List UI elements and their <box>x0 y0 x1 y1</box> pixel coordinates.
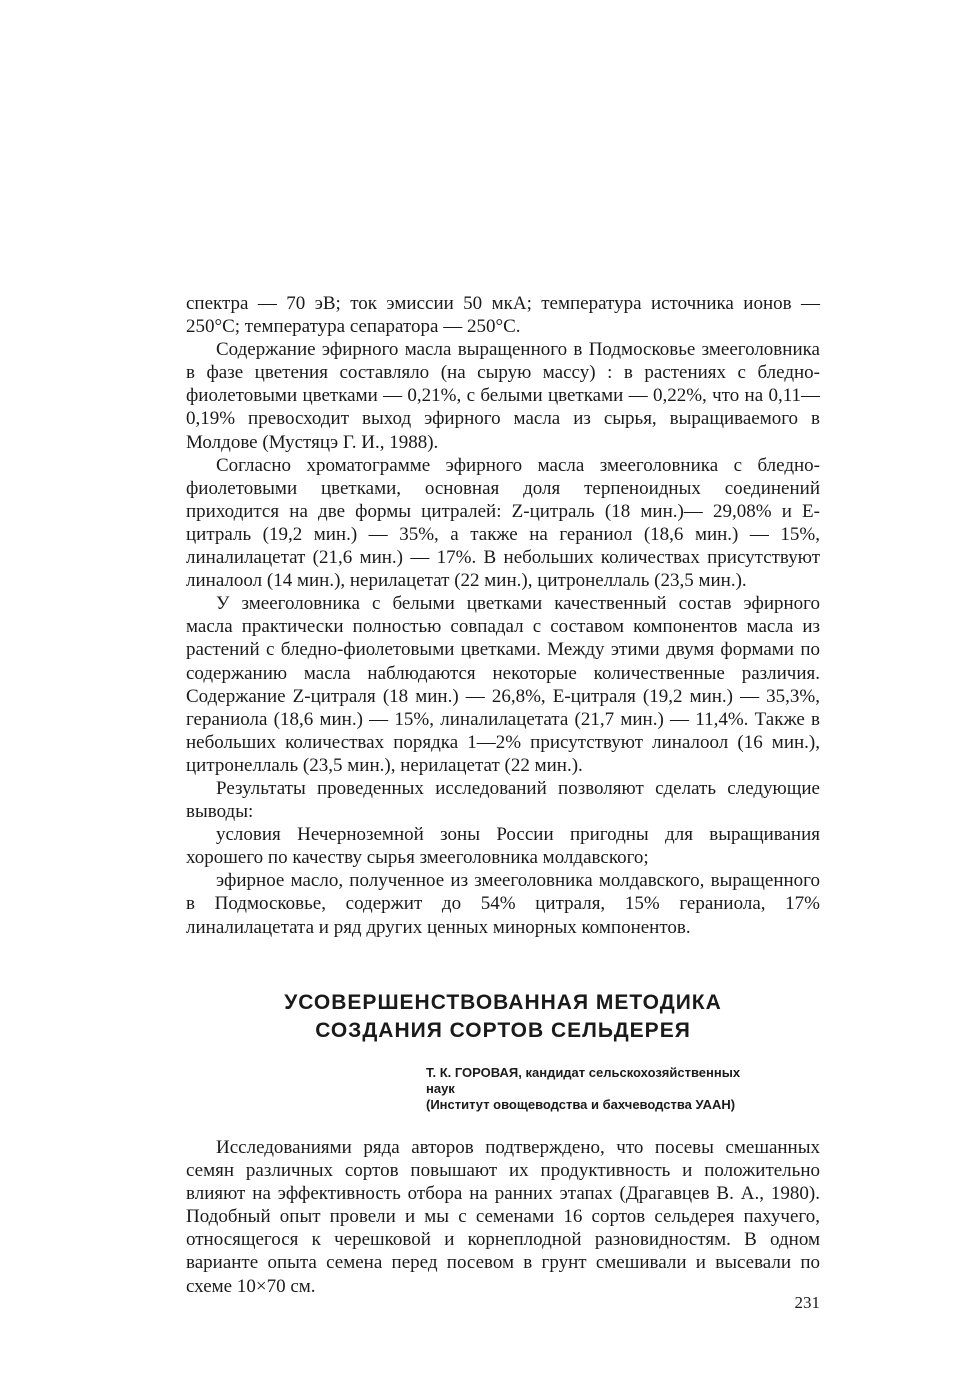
article-title <box>186 989 820 1045</box>
body-text-top <box>186 292 820 939</box>
body-text-bottom <box>186 1136 820 1298</box>
article-title-line-1: УСОВЕРШЕНСТВОВАННАЯ МЕТОДИКА <box>284 991 722 1014</box>
paragraph-conclusion-2: эфирное масло, полученное из змееголовника молдавского, выращенного в Подмосковье, содержит до 54% цитраля, 15% гераниола, 17% линалилацетата и ряд других ценных минорных компонентов. <box>186 870 820 938</box>
author-name: Т. К. ГОРОВАЯ, кандидат сельскохозяйственных <box>426 1065 741 1080</box>
author-block <box>426 1065 820 1113</box>
paragraph-article-intro: Исследованиями ряда авторов подтверждено, что посевы смешанных семян различных сортов повышают их продуктивность и положительно влияют на эффективность отбора на ранних этапах (Драгавцев В. А., 1980). Подобный опыт провели и мы с семенами 16 сортов сельдерея пахучего, относящегося к черешковой и корнеплодной разновидностям. В одном варианте опыта семена перед посевом в грунт смешивали и высевали по схеме 10×70 см. <box>186 1137 820 1297</box>
author-degree-continuation: наук <box>426 1081 455 1096</box>
page-number: 231 <box>794 1293 820 1312</box>
paragraph-oil-content: Содержание эфирного масла выращенного в Подмосковье змееголовника в фазе цветения составляло (на сырую массу) : в растениях с бледно-фиолетовыми цветками — 0,21%, с белыми цветками — 0,22%, что на 0,11—0,19% превосходит выход эфирного масла из сырья, выращиваемого в Молдове (Мустяцэ Г. И., 1988). <box>186 339 820 453</box>
article-title-line-2: СОЗДАНИЯ СОРТОВ СЕЛЬДЕРЕЯ <box>315 1019 691 1042</box>
paragraph-conclusion-1: условия Нечерноземной зоны России пригодны для выращивания хорошего по качеству сырья змееголовника молдавского; <box>186 824 820 869</box>
author-affiliation: (Институт овощеводства и бахчеводства УААН) <box>426 1097 736 1112</box>
paragraph-chromatogram-violet: Согласно хроматограмме эфирного масла змееголовника с бледно-фиолетовыми цветками, основная доля терпеноидных соединений приходится на две формы цитралей: Z-цитраль (18 мин.)— 29,08% и Е-цитраль (19,2 мин.) — 35%, а также на гераниол (18,6 мин.) — 15%, линалилацетат (21,6 мин.) — 17%. В небольших количествах присутствуют линалоол (14 мин.), нерилацетат (22 мин.), цитронеллаль (23,5 мин.). <box>186 454 820 592</box>
paragraph-conclusions-intro: Результаты проведенных исследований позволяют сделать следующие выводы: <box>186 777 820 823</box>
paragraph-white-flowers: У змееголовника с белыми цветками качественный состав эфирного масла практически полностью совпадал с составом компонентов масла из растений с бледно-фиолетовыми цветками. Между этими двумя формами по содержанию масла наблюдаются некоторые количественные различия. Содержание Z-цитраля (18 мин.) — 26,8%, Е-цитраля (19,2 мин.) — 35,3%, гераниола (18,6 мин.) — 15%, линалилацетата (21,7 мин.) — 11,4%. Также в небольших количествах порядка 1—2% присутствуют линалоол (16 мин.), цитронеллаль (23,5 мин.), нерилацетат (22 мин.). <box>186 593 820 776</box>
paragraph-spectrum-conditions: спектра — 70 эВ; ток эмиссии 50 мкА; температура источника ионов — 250°С; температура сепаратора — 250°С. <box>186 293 820 338</box>
